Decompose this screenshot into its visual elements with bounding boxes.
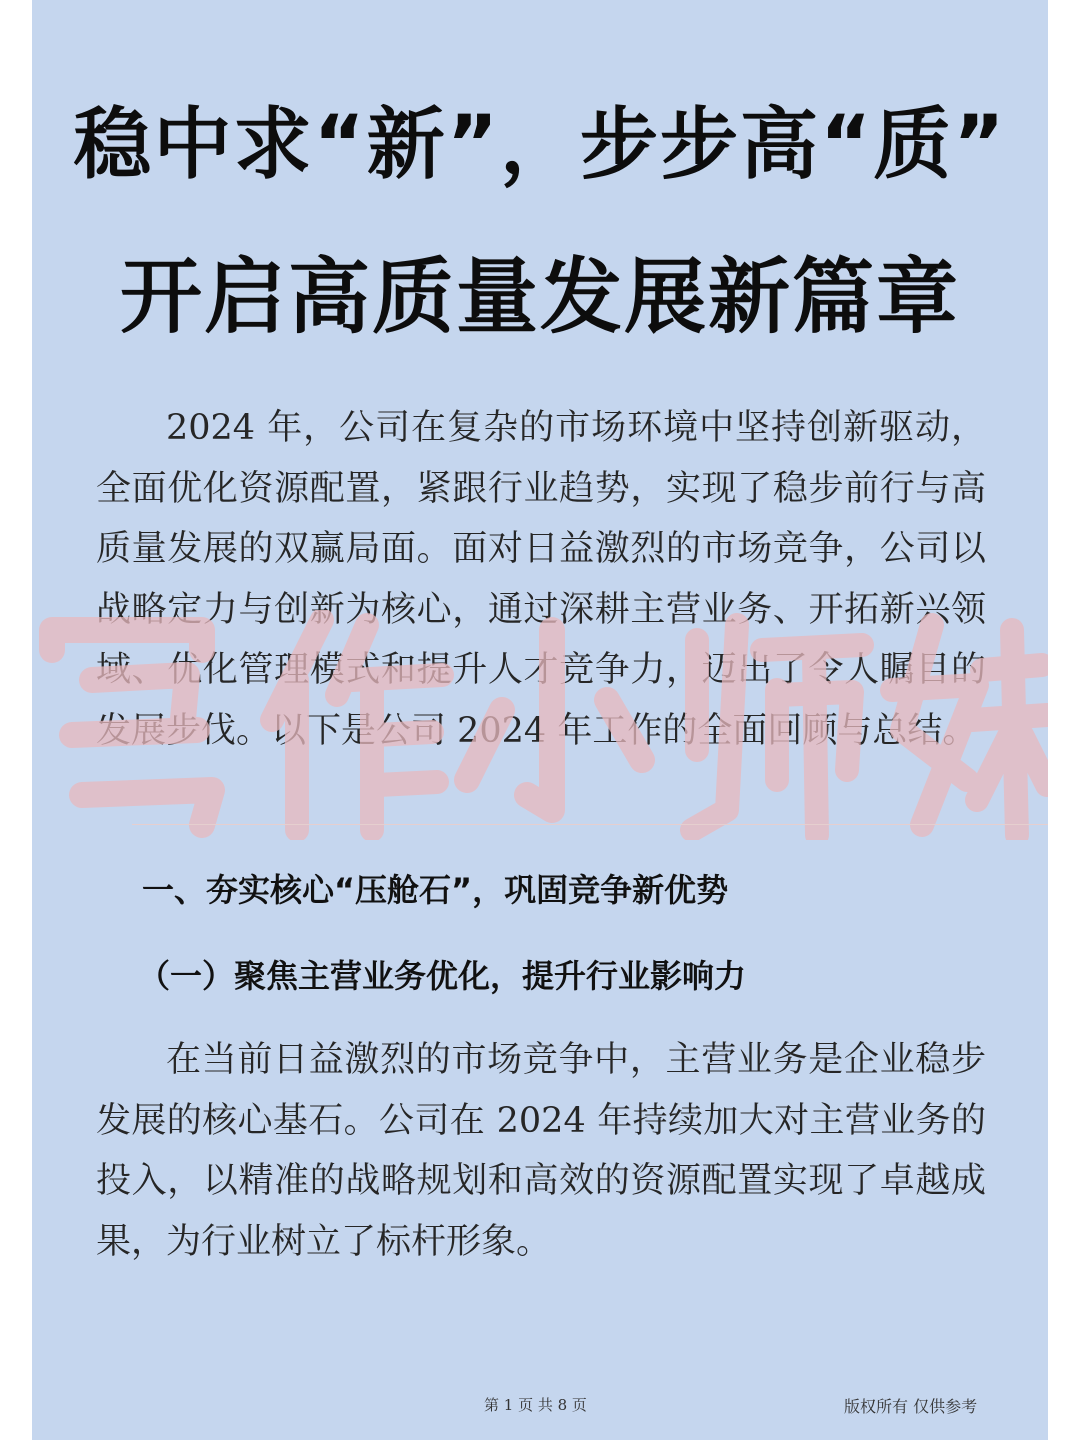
copyright-notice: 版权所有 仅供参考 bbox=[844, 1397, 978, 1416]
section-heading: 一、夯实核心“压舱石”，巩固竞争新优势 bbox=[142, 871, 729, 909]
subsection-heading: （一）聚焦主营业务优化，提升行业影响力 bbox=[138, 957, 747, 995]
intro-paragraph: 2024 年，公司在复杂的市场环境中坚持创新驱动，全面优化资源配置，紧跟行业趋势，实现了稳步前行与高质量发展的双赢局面。面对日益激烈的市场竞争，公司以战略定力与创新为核心，通过深耕主营业务、开拓新兴领域、优化管理模式和提升人才竞争力，迈出了令人瞩目的发展步伐。以下是公司 2024 年工作的全面回顾与总结。 bbox=[96, 408, 986, 751]
body-paragraph: 在当前日益激烈的市场竞争中，主营业务是企业稳步发展的核心基石。公司在 2024 年持续加大对主营业务的投入，以精准的战略规划和高效的资源配置实现了卓越成果，为行业树立了标杆形象。 bbox=[96, 1040, 986, 1262]
page-indicator: 第 1 页 共 8 页 bbox=[484, 1396, 587, 1414]
divider-line bbox=[132, 824, 1048, 825]
document-title-line-2: 开启高质量发展新篇章 bbox=[119, 250, 960, 345]
document-title-line-1: 稳中求“新”，步步高“质” bbox=[73, 100, 1007, 190]
document-page bbox=[32, 0, 1048, 1440]
